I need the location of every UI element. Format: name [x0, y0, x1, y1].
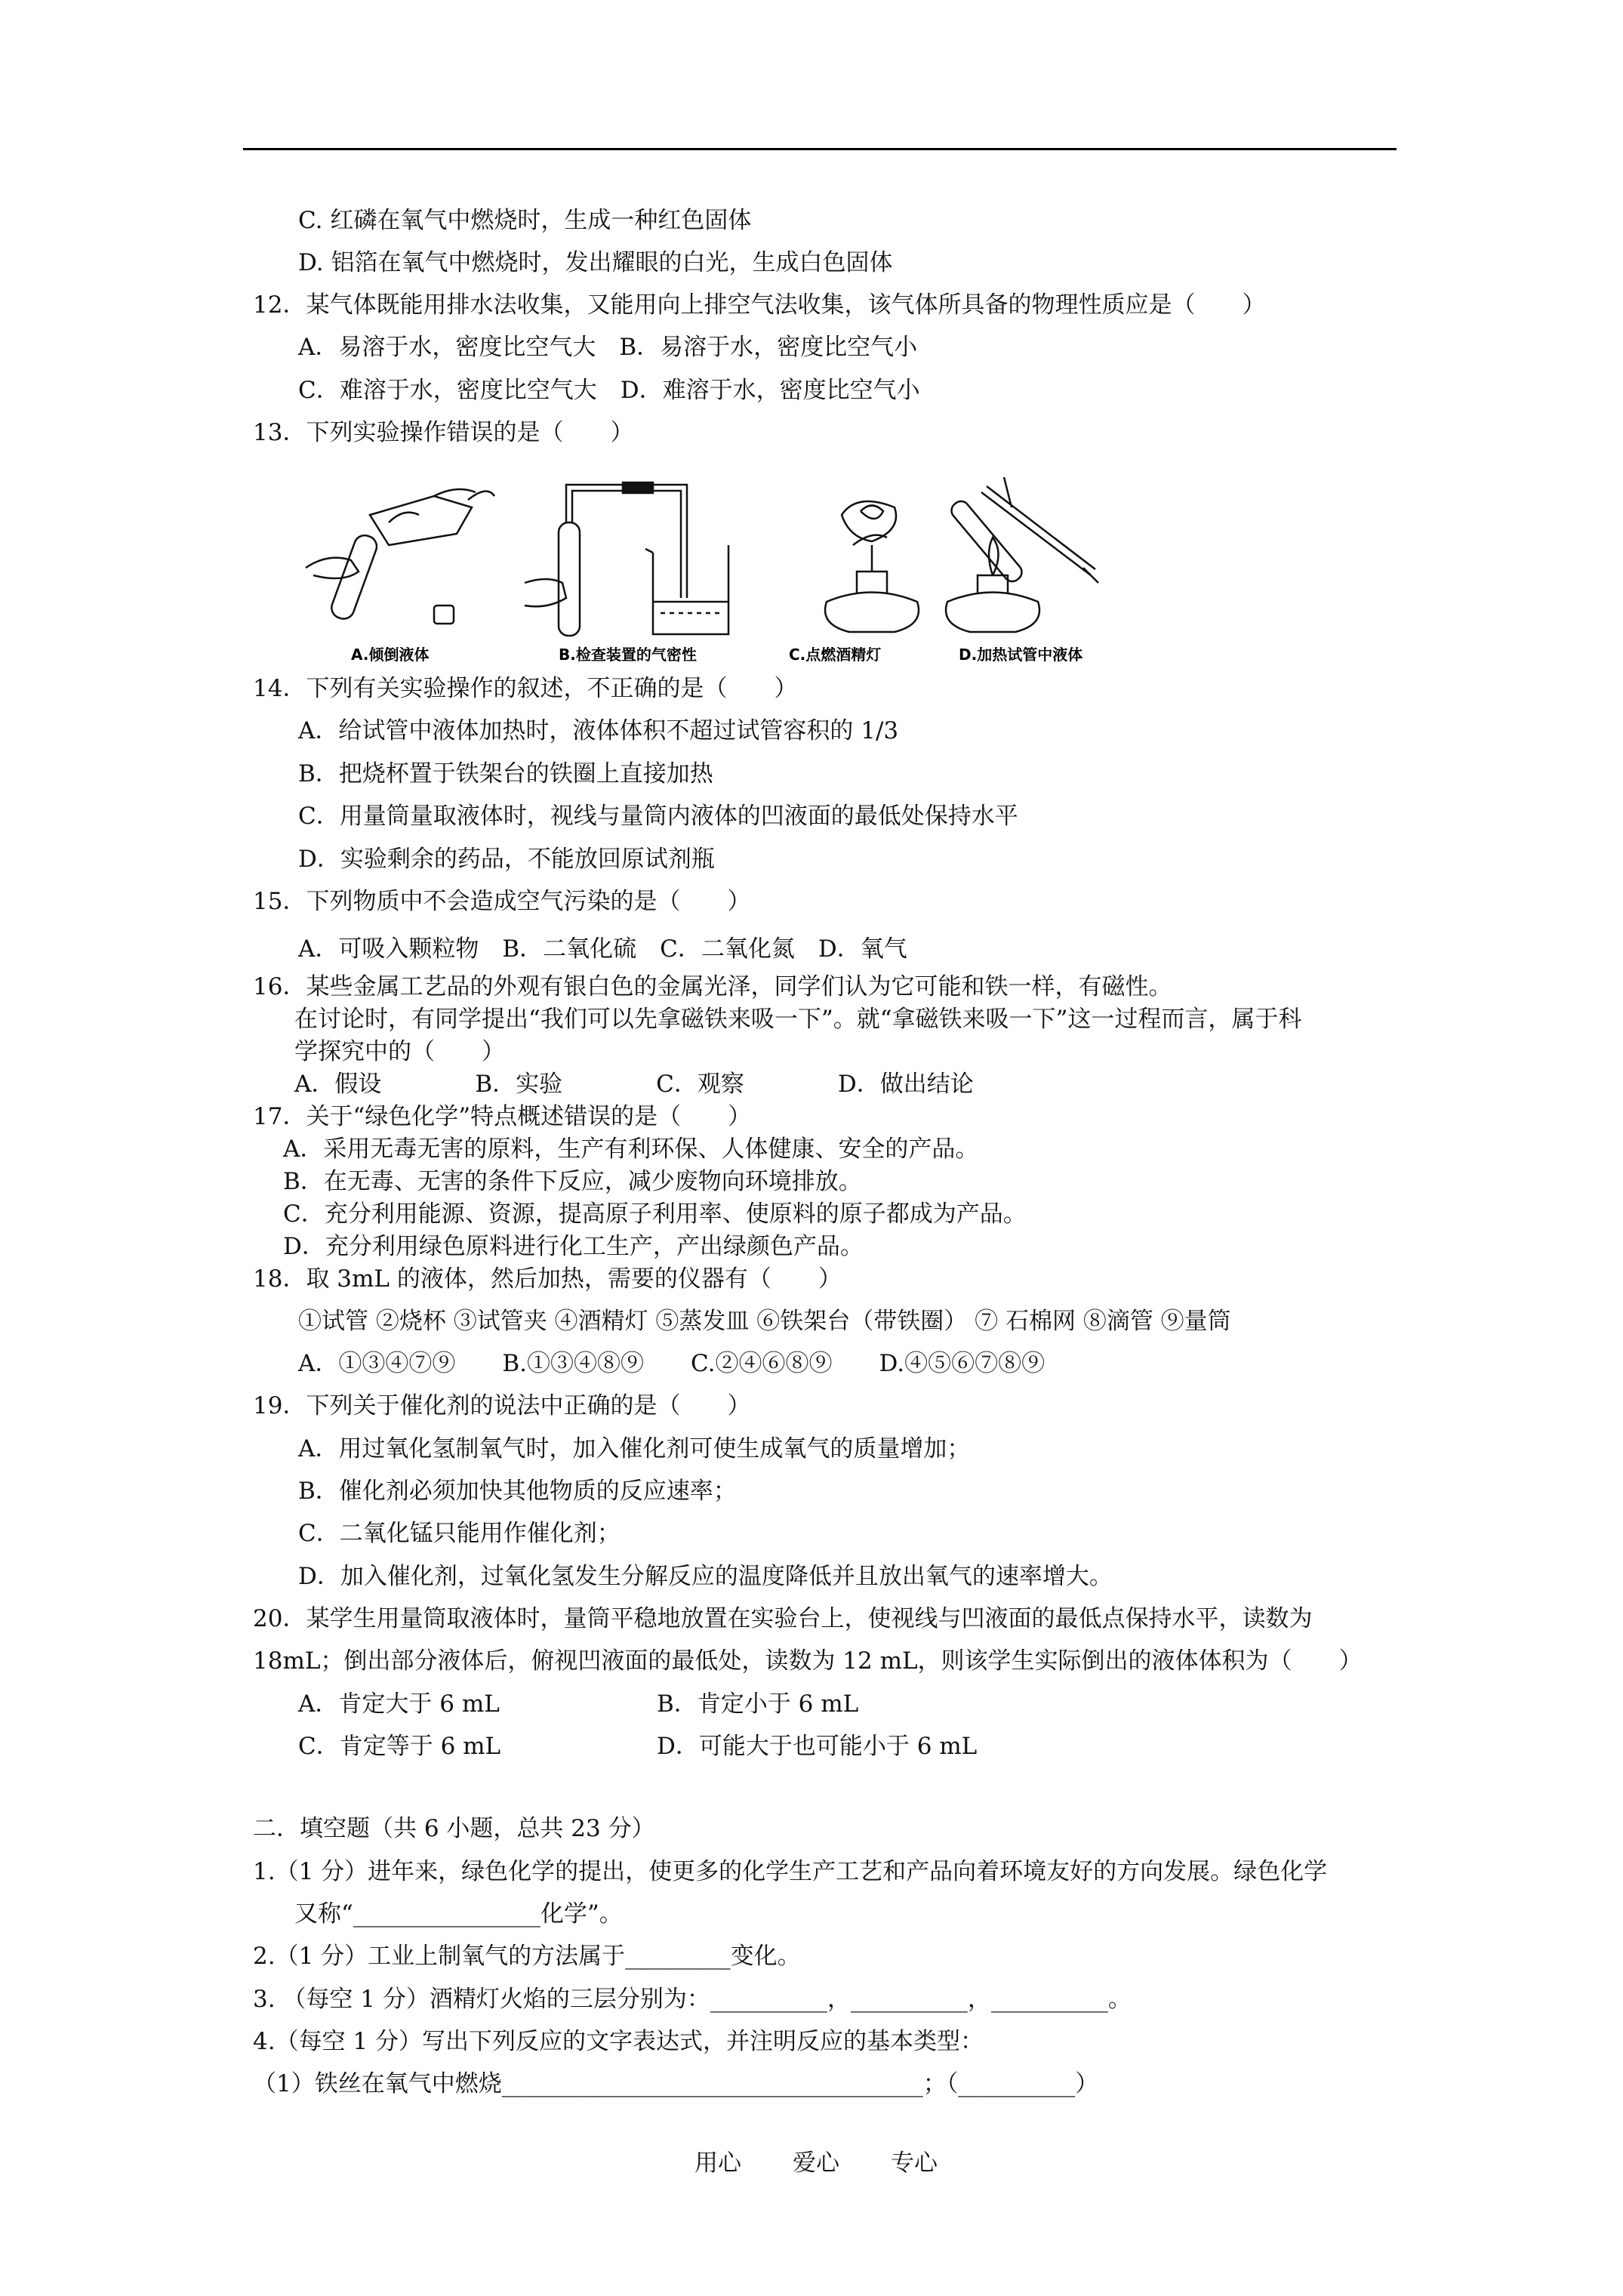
option-line: D. 铝箔在氧气中燃烧时，发出耀眼的白光，生成白色固体 — [298, 249, 893, 276]
pouring-liquid-illustration — [306, 489, 494, 624]
question-17: 17．关于“绿色化学”特点概述错误的是（ ） — [253, 1103, 752, 1130]
option-line: B．肯定小于 6 mL — [657, 1690, 859, 1718]
caption-d: D.加热试管中液体 — [959, 646, 1083, 664]
sub-question: （1）铁丝在氧气中燃烧____________________________________；（__________） — [253, 2070, 1099, 2097]
option-line: A．可吸入颗粒物 B．二氧化硫 C．二氧化氮 D．氧气 — [298, 935, 907, 963]
option-line: D．可能大于也可能小于 6 mL — [657, 1733, 978, 1760]
question-18: 18．取 3mL 的液体，然后加热，需要的仪器有（ ） — [253, 1265, 842, 1293]
question-text: 又称“________________化学”。 — [294, 1900, 623, 1928]
lab-figure-svg — [298, 462, 1174, 667]
option-line: A．肯定大于 6 mL — [298, 1690, 500, 1718]
lab-operations-figure — [298, 462, 1174, 667]
option-line: D．实验剩余的药品，不能放回原试剂瓶 — [298, 846, 715, 873]
caption-c: C.点燃酒精灯 — [789, 646, 882, 664]
option-line: B．催化剂必须加快其他物质的反应速率； — [298, 1478, 737, 1505]
airtightness-check-illustration — [525, 482, 728, 636]
option-line: C．充分利用能源、资源，提高原子利用率、使原料的原子都成为产品。 — [283, 1200, 1027, 1228]
option-line: C. 红磷在氧气中燃烧时，生成一种红色固体 — [298, 207, 752, 234]
question-19: 19．下列关于催化剂的说法中正确的是（ ） — [253, 1392, 751, 1419]
question-text: 18mL；倒出部分液体后，俯视凹液面的最低处，读数为 12 mL，则该学生实际倒出的液体体积为（ ） — [253, 1647, 1363, 1675]
option-line: A．易溶于水，密度比空气大 B．易溶于水，密度比空气小 — [298, 334, 918, 361]
caption-a: A.倾倒液体 — [351, 646, 430, 664]
instrument-list: ①试管 ②烧杯 ③试管夹 ④酒精灯 ⑤蒸发皿 ⑥铁架台（带铁圈） ⑦ 石棉网 ⑧滴管 ⑨量筒 — [298, 1308, 1231, 1335]
question-13: 13．下列实验操作错误的是（ ） — [253, 419, 634, 446]
fill-question-3: 3. （每空 1 分）酒精灯火焰的三层分别为：__________，__________，__________。 — [253, 1986, 1132, 2013]
heating-tube-illustration — [946, 477, 1098, 632]
option-line: C．二氧化锰只能用作催化剂； — [298, 1520, 621, 1547]
fill-question-4: 4.（每空 1 分）写出下列反应的文字表达式，并注明反应的基本类型： — [253, 2028, 984, 2055]
section-heading: 二．填空题（共 6 小题，总共 23 分） — [253, 1815, 655, 1842]
question-20: 20．某学生用量筒取液体时，量筒平稳地放置在实验台上，使视线与凹液面的最低点保持水平，读数为 — [253, 1605, 1313, 1632]
footer-word: 专心 — [891, 2150, 938, 2177]
option-line: C．肯定等于 6 mL — [298, 1733, 501, 1760]
footer-word: 爱心 — [793, 2150, 839, 2177]
option-line: B．把烧杯置于铁架台的铁圈上直接加热 — [298, 760, 713, 787]
question-text: 在讨论时，有同学提出“我们可以先拿磁铁来吸一下”。就“拿磁铁来吸一下”这一过程而言，属于科 — [294, 1006, 1302, 1033]
option-line: C．用量筒量取液体时，视线与量筒内液体的凹液面的最低处保持水平 — [298, 803, 1018, 830]
caption-b: B.检查装置的气密性 — [559, 646, 697, 664]
option-line: A．用过氧化氢制氧气时，加入催化剂可使生成氧气的质量增加； — [298, 1435, 971, 1462]
option-line: B．在无毒、无害的条件下反应，减少废物向环境排放。 — [283, 1168, 862, 1195]
fill-question-2: 2.（1 分）工业上制氧气的方法属于_________变化。 — [253, 1943, 801, 1970]
option-line: A．给试管中液体加热时，液体体积不超过试管容积的 1/3 — [298, 717, 899, 744]
lighting-lamp-illustration — [825, 501, 919, 632]
question-15: 15．下列物质中不会造成空气污染的是（ ） — [253, 888, 751, 915]
footer-word: 用心 — [694, 2150, 741, 2177]
option-line: A．①③④⑦⑨ B.①③④⑧⑨ C.②④⑥⑧⑨ D.④⑤⑥⑦⑧⑨ — [298, 1350, 1046, 1377]
option-line: D．加入催化剂，过氧化氢发生分解反应的温度降低并且放出氧气的速率增大。 — [298, 1563, 1113, 1590]
option-line: C．难溶于水，密度比空气大 D．难溶于水，密度比空气小 — [298, 377, 920, 404]
option-line: A．假设 B．实验 C．观察 D．做出结论 — [294, 1071, 974, 1098]
option-line: A．采用无毒无害的原料，生产有利环保、人体健康、安全的产品。 — [283, 1136, 979, 1163]
option-line: D．充分利用绿色原料进行化工生产，产出绿颜色产品。 — [283, 1233, 864, 1260]
question-12: 12．某气体既能用排水法收集，又能用向上排空气法收集，该气体所具备的物理性质应是（ ） — [253, 291, 1266, 319]
header-rule — [243, 148, 1397, 150]
question-text: 学探究中的（ ） — [294, 1038, 505, 1065]
question-14: 14．下列有关实验操作的叙述，不正确的是（ ） — [253, 675, 798, 702]
fill-question-1: 1.（1 分）进年来，绿色化学的提出，使更多的化学生产工艺和产品向着环境友好的方向发展。绿色化学 — [253, 1858, 1328, 1885]
question-16: 16．某些金属工艺品的外观有银白色的金属光泽，同学们认为它可能和铁一样，有磁性。 — [253, 973, 1172, 1000]
